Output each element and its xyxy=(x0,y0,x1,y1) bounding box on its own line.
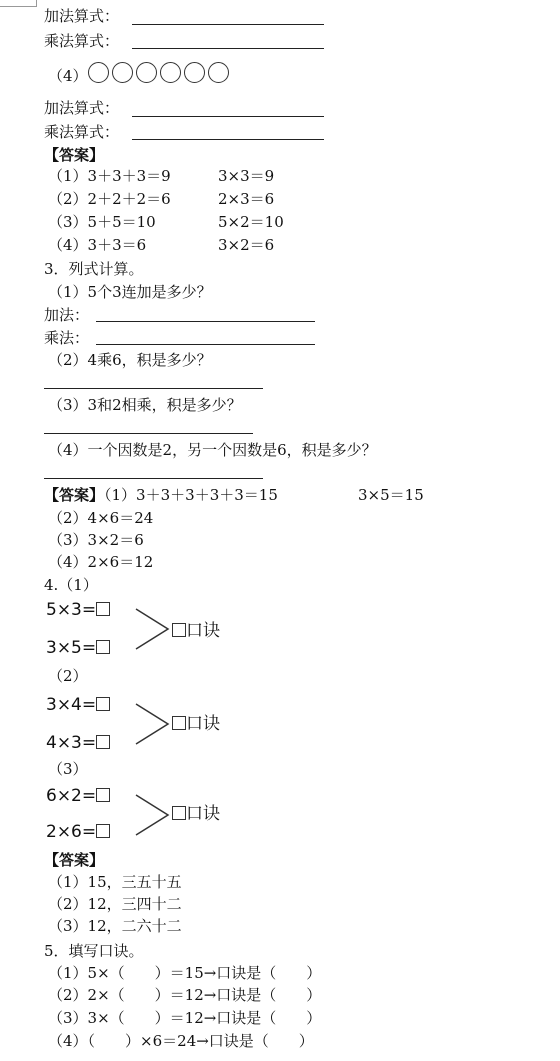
add-formula-label-1: 加法算式： xyxy=(44,7,120,25)
group-3-label: （3） xyxy=(48,760,88,778)
answer-mul-3: 5×2＝10 xyxy=(218,213,284,231)
add-formula-blank-2[interactable] xyxy=(132,116,324,117)
answer-blank-3-3[interactable] xyxy=(44,433,253,434)
section-3-title: 3．列式计算。 xyxy=(44,260,144,278)
expr-2x6 xyxy=(46,822,110,842)
circle-shape xyxy=(112,62,133,83)
mul-formula-blank-1[interactable] xyxy=(132,48,324,49)
circle-group xyxy=(88,62,232,83)
answer-4-3: （3）12，二六十二 xyxy=(48,917,182,935)
section-5-title: 5．填写口诀。 xyxy=(44,942,144,960)
expr-4x3 xyxy=(46,733,110,753)
answer-mul-4: 3×2＝6 xyxy=(218,236,275,254)
answer-box[interactable] xyxy=(96,602,110,616)
expr-5x3 xyxy=(46,600,110,620)
expr-3x4 xyxy=(46,695,110,715)
answer-3-3: （3）3×2＝6 xyxy=(48,531,144,549)
expr-3x5-text: 3×5= xyxy=(46,638,97,658)
fill-line-4: （4）（ ）×6＝24→口诀是（ ） xyxy=(48,1032,314,1050)
answer-box[interactable] xyxy=(96,788,110,802)
circle-shape xyxy=(88,62,109,83)
fill-line-2: （2）2×（ ）＝12→口诀是（ ） xyxy=(48,986,322,1004)
circle-shape xyxy=(184,62,205,83)
answer-3-line-1 xyxy=(44,485,278,505)
expr-5x3-text: 5×3= xyxy=(46,600,97,620)
group-2-label: （2） xyxy=(48,667,88,685)
answer-mul-1: 3×3＝9 xyxy=(218,167,275,185)
mul-formula-blank-2[interactable] xyxy=(132,139,324,140)
answer-3-1-mul: 3×5＝15 xyxy=(358,486,424,504)
question-3-2: （2）4乘6，积是多少？ xyxy=(48,351,212,369)
answer-add-2: （2）2＋2＋2＝6 xyxy=(48,190,171,208)
formula-label-1 xyxy=(172,621,220,641)
circle-shape xyxy=(136,62,157,83)
circle-shape xyxy=(208,62,229,83)
answer-heading-1: 【答案】 xyxy=(44,146,105,164)
answer-heading-4: 【答案】 xyxy=(44,851,105,869)
expr-6x2 xyxy=(46,786,110,806)
question-3-1: （1）5个3连加是多少？ xyxy=(48,283,212,301)
bracket-arrow xyxy=(128,792,174,838)
formula-label-3 xyxy=(172,804,220,824)
item4-label-text: （4） xyxy=(48,67,88,85)
answer-box[interactable] xyxy=(172,806,186,820)
page-corner-mark xyxy=(0,0,37,7)
answer-3-2: （2）4×6＝24 xyxy=(48,509,154,527)
mul-label: 乘法： xyxy=(44,329,90,347)
answer-box[interactable] xyxy=(96,697,110,711)
add-formula-label-2: 加法算式： xyxy=(44,99,120,117)
question-3-3: （3）3和2相乘，积是多少？ xyxy=(48,396,242,414)
answer-box[interactable] xyxy=(172,716,186,730)
item4-label xyxy=(48,66,88,86)
expr-3x5 xyxy=(46,638,110,658)
answer-4-1: （1）15，三五十五 xyxy=(48,873,182,891)
fill-line-1: （1）5×（ ）＝15→口诀是（ ） xyxy=(48,964,322,982)
answer-heading-3: 【答案】 xyxy=(44,486,105,504)
fill-line-3: （3）3×（ ）＝12→口诀是（ ） xyxy=(48,1009,322,1027)
expr-4x3-text: 4×3= xyxy=(46,733,97,753)
formula-label-3-text: 口诀 xyxy=(186,804,220,824)
formula-label-2-text: 口诀 xyxy=(186,714,220,734)
answer-add-3: （3）5＋5＝10 xyxy=(48,213,156,231)
expr-6x2-text: 6×2= xyxy=(46,786,97,806)
answer-add-1: （1）3＋3＋3＝9 xyxy=(48,167,171,185)
answer-blank-3-2[interactable] xyxy=(44,388,263,389)
question-3-4: （4）一个因数是2，另一个因数是6，积是多少？ xyxy=(48,441,377,459)
answer-mul-2: 2×3＝6 xyxy=(218,190,275,208)
circle-shape xyxy=(160,62,181,83)
mul-blank[interactable] xyxy=(96,344,315,345)
bracket-arrow xyxy=(128,606,174,652)
section-4-title: 4.（1） xyxy=(44,576,98,594)
answer-add-4: （4）3＋3＝6 xyxy=(48,236,147,254)
answer-box[interactable] xyxy=(96,735,110,749)
expr-3x4-text: 3×4= xyxy=(46,695,97,715)
add-blank[interactable] xyxy=(96,321,315,322)
formula-label-2 xyxy=(172,714,220,734)
mul-formula-label-2: 乘法算式： xyxy=(44,123,120,141)
answer-blank-3-4[interactable] xyxy=(44,478,263,479)
answer-box[interactable] xyxy=(96,640,110,654)
answer-3-4: （4）2×6＝12 xyxy=(48,553,154,571)
add-label: 加法： xyxy=(44,306,90,324)
add-formula-blank-1[interactable] xyxy=(132,24,324,25)
mul-formula-label-1: 乘法算式： xyxy=(44,32,120,50)
answer-4-2: （2）12，三四十二 xyxy=(48,895,182,913)
answer-box[interactable] xyxy=(172,623,186,637)
answer-box[interactable] xyxy=(96,824,110,838)
expr-2x6-text: 2×6= xyxy=(46,822,97,842)
answer-3-1: （1）3＋3＋3＋3＋3＝15 xyxy=(104,486,278,504)
bracket-arrow xyxy=(128,701,174,747)
formula-label-1-text: 口诀 xyxy=(186,621,220,641)
